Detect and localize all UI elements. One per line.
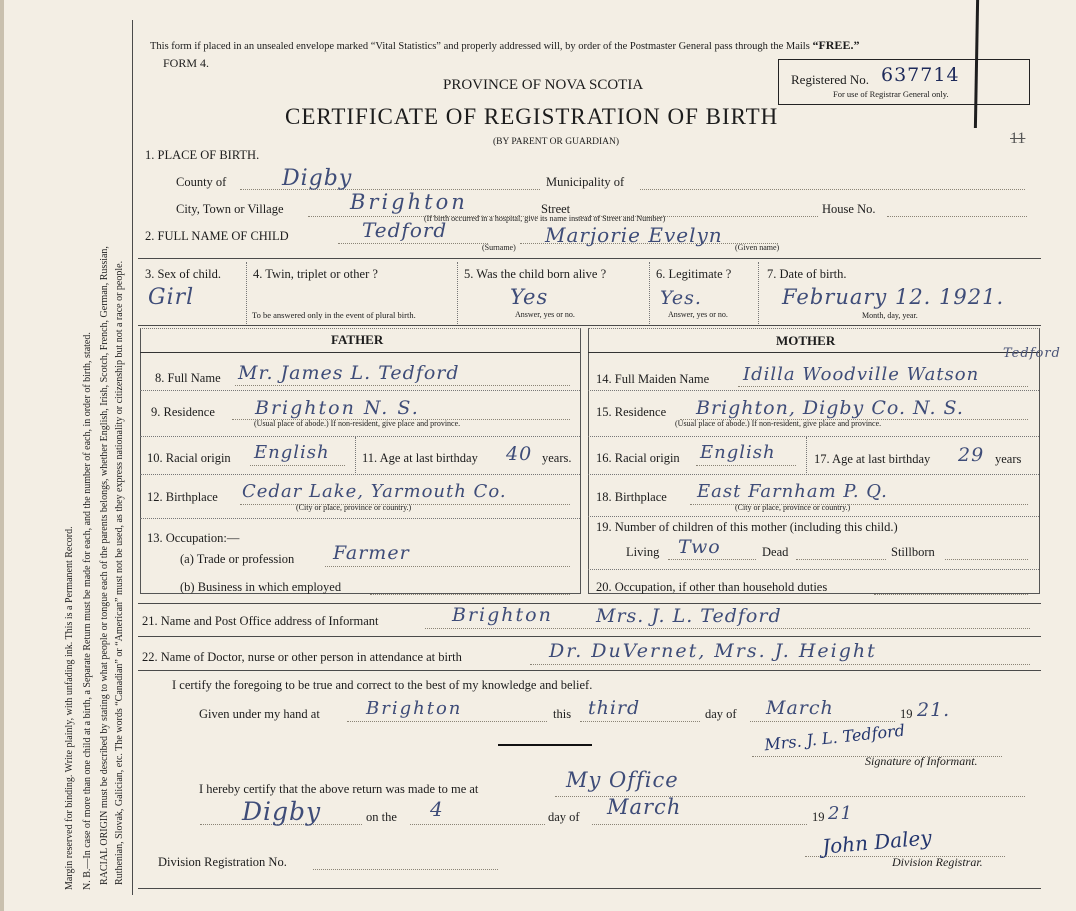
city-value: Brighton (350, 190, 468, 214)
divider-6-7 (758, 262, 759, 324)
informant-signature: Mrs. J. L. Tedford (763, 720, 906, 755)
registrar-place: My Office (566, 768, 679, 792)
registrar-signature: John Daley (821, 825, 933, 859)
doctor-label: 22. Name of Doctor, nurse or other person in attendance at birth (142, 650, 462, 664)
father-age-label: 11. Age at last birthday (362, 451, 478, 465)
child-surname: Tedford (362, 218, 448, 242)
twin-label: 4. Twin, triplet or other ? (253, 267, 378, 281)
rule-below-informant (138, 636, 1041, 637)
registered-note: For use of Registrar General only. (833, 89, 949, 99)
street-label: Street (541, 202, 571, 216)
father-racial: English (254, 442, 330, 463)
mother-res-label: 15. Residence (596, 405, 667, 419)
father-business-line (370, 593, 570, 595)
father-trade: Farmer (333, 542, 410, 564)
legit-note: Answer, yes or no. (668, 310, 728, 319)
certify-year-prefix: 19 (900, 707, 913, 721)
father-heading: FATHER (331, 332, 384, 347)
registrar-month: March (607, 795, 682, 819)
father-res-note: (Usual place of abode.) If non-resident, give place and province. (254, 419, 461, 428)
father-rule-3 (140, 474, 580, 475)
mother-age: 29 (958, 444, 985, 466)
father-occupation-label: 13. Occupation:— (147, 531, 240, 545)
father-rule-4 (140, 518, 580, 519)
mother-heading: MOTHER (776, 333, 836, 348)
mother-dead-line (796, 558, 886, 560)
registrar-statement: I hereby certify that the above return was made to me at (199, 782, 479, 796)
mother-rule-4 (588, 516, 1039, 517)
father-racial-label: 10. Racial origin (147, 451, 231, 465)
margin-note-multiple-births: N. B.—In case of more than one child at a birth, a Separate Return must be made for each, and the number of each, in order of birth, stated. (82, 332, 93, 890)
registered-number: 637714 (881, 64, 960, 86)
margin-note-racial-origin: RACIAL ORIGIN must be described by stating to what people or tongue each of the parents belongs, whether English, Irish, Scotch, French, German, Russian, (99, 246, 110, 885)
certificate-subtitle: (BY PARENT OR GUARDIAN) (493, 137, 620, 147)
margin-rule (132, 20, 133, 895)
mother-heading-rule (588, 352, 1039, 353)
registrar-year: 21 (828, 803, 853, 824)
father-birthplace-label: 12. Birthplace (147, 490, 218, 504)
child-surname-note: (Surname) (482, 243, 516, 252)
margin-note-racial-origin-cont: Ruthenian, Slovak, Galician, etc. The words “Canadian” or “American” must not be used, as they express nationality or citizenship but not a race or people. (114, 260, 125, 885)
mother-occupation-label: 20. Occupation, if other than household duties (596, 580, 828, 594)
mother-name: Idilla Woodville Watson (743, 364, 980, 385)
mother-racial-label: 16. Racial origin (596, 451, 680, 465)
child-given-note: (Given name) (735, 243, 780, 252)
mother-name-extra: Tedford (1003, 346, 1061, 361)
father-name: Mr. James L. Tedford (238, 362, 460, 384)
mother-name-line (738, 385, 1028, 387)
informant-label: 21. Name and Post Office address of Informant (142, 614, 379, 628)
mother-name-label: 14. Full Maiden Name (596, 372, 710, 386)
father-racial-age-divider (355, 437, 356, 473)
mother-dead-label: Dead (762, 545, 789, 559)
mailing-notice-text: This form if placed in an unsealed envelope marked “Vital Statistics” and properly addressed will, by order of the Postmaster General pass through the Mails (150, 41, 810, 52)
mother-stillborn-line (945, 558, 1028, 560)
registered-box (778, 59, 1030, 105)
father-name-line (235, 384, 570, 386)
certify-day: third (588, 697, 641, 719)
divider-4-5 (457, 262, 458, 324)
father-business-label: (b) Business in which employed (180, 580, 342, 594)
mother-rule-2 (588, 436, 1039, 437)
center-divider (498, 744, 592, 746)
mother-living: Two (678, 536, 721, 558)
mother-rule-3 (588, 474, 1039, 475)
father-trade-label: (a) Trade or profession (180, 552, 295, 566)
mother-occupation-line (874, 593, 1028, 595)
corner-mark: 11 (1010, 130, 1026, 147)
registrar-dayof-label: day of (548, 810, 580, 824)
house-label: House No. (822, 202, 876, 216)
division-registration-label: Division Registration No. (158, 855, 287, 869)
father-residence: Brighton N. S. (255, 397, 420, 419)
certificate-title: CERTIFICATE OF REGISTRATION OF BIRTH (285, 104, 779, 129)
father-birthplace: Cedar Lake, Yarmouth Co. (242, 481, 507, 502)
mailing-notice-free: “FREE.” (812, 38, 860, 52)
informant-line (425, 627, 1030, 629)
mother-birthplace: East Farnham P. Q. (697, 481, 888, 502)
legit-label: 6. Legitimate ? (656, 267, 732, 281)
father-name-label: 8. Full Name (155, 371, 221, 385)
mother-birthplace-label: 18. Birthplace (596, 490, 667, 504)
date-label: 7. Date of birth. (767, 267, 847, 281)
mother-years: years (995, 452, 1022, 466)
registrar-day-line (410, 823, 545, 825)
father-birthplace-note: (City or place, province or country.) (296, 503, 412, 512)
margin-note-binding: Margin reserved for binding. Write plainly, with unfading ink. This is a Permanent Record. (64, 526, 75, 890)
informant-place: Brighton (452, 604, 553, 626)
mother-age-label: 17. Age at last birthday (814, 452, 931, 466)
child-name-label: 2. FULL NAME OF CHILD (145, 229, 289, 243)
father-trade-line (325, 565, 570, 567)
alive-note: Answer, yes or no. (515, 310, 575, 319)
divider-5-6 (649, 262, 650, 324)
mother-children-label: 19. Number of children of this mother (including this child.) (596, 520, 898, 534)
rule-below-row3 (138, 325, 1041, 326)
doctor-value: Dr. DuVernet, Mrs. J. Height (549, 640, 877, 662)
house-line (887, 215, 1027, 217)
given-place-line (347, 720, 547, 722)
divider-3-4 (246, 262, 247, 324)
mother-stillborn-label: Stillborn (891, 545, 935, 559)
legit-value: Yes. (660, 287, 702, 309)
registered-label: Registered No. (791, 72, 869, 87)
certify-year: 21. (917, 699, 951, 721)
mother-birthplace-note: (City or place, province or country.) (735, 503, 851, 512)
municipality-label: Municipality of (546, 175, 625, 189)
informant-signature-label: Signature of Informant. (865, 754, 978, 768)
municipality-line (640, 188, 1025, 190)
alive-value: Yes (510, 285, 549, 309)
mother-rule-5 (588, 569, 1039, 570)
mother-living-label: Living (626, 545, 660, 559)
father-years: years. (542, 451, 572, 465)
province-heading: PROVINCE OF NOVA SCOTIA (443, 77, 644, 93)
father-rule-1 (140, 390, 580, 391)
father-racial-line (250, 464, 345, 466)
mailing-notice (150, 38, 859, 53)
registrar-day: 4 (430, 797, 444, 821)
father-heading-rule (140, 352, 580, 353)
mother-res-note: (Usual place of abode.) If non-resident, give place and province. (675, 419, 882, 428)
registrar-year-prefix: 19 (812, 810, 825, 824)
registrar-town: Digby (242, 797, 322, 826)
registrar-on-label: on the (366, 810, 397, 824)
mother-residence: Brighton, Digby Co. N. S. (696, 397, 964, 419)
city-label: City, Town or Village (176, 202, 284, 216)
mother-living-line (668, 558, 756, 560)
registrar-signature-label: Division Registrar. (892, 855, 983, 869)
certify-statement: I certify the foregoing to be true and correct to the best of my knowledge and belief. (172, 678, 593, 692)
alive-label: 5. Was the child born alive ? (464, 267, 607, 281)
mother-racial-age-divider (806, 437, 807, 473)
bottom-rule (138, 888, 1041, 889)
mother-racial: English (700, 442, 776, 463)
given-label: Given under my hand at (199, 707, 320, 721)
hospital-note: (If birth occurred in a hospital, give its name instead of Street and Number) (424, 214, 666, 223)
certify-day-line (580, 720, 700, 722)
county-value: Digby (282, 166, 353, 191)
certify-month-line (750, 720, 895, 722)
rule-above-informant (138, 603, 1041, 604)
sex-value: Girl (148, 285, 195, 310)
mother-rule-1 (588, 390, 1039, 391)
rule-below-doctor (138, 670, 1041, 671)
father-res-label: 9. Residence (151, 405, 215, 419)
father-age: 40 (506, 443, 533, 465)
certify-dayof-label: day of (705, 707, 737, 721)
child-given-name: Marjorie Evelyn (545, 223, 723, 247)
doctor-line (530, 663, 1030, 665)
twin-note: To be answered only in the event of plural birth. (252, 310, 416, 320)
place-of-birth-heading: 1. PLACE OF BIRTH. (145, 148, 260, 162)
child-surname-line (338, 242, 488, 244)
form-number: FORM 4. (163, 56, 210, 70)
sex-label: 3. Sex of child. (145, 267, 222, 281)
certify-this-label: this (553, 707, 572, 721)
informant-name: Mrs. J. L. Tedford (596, 605, 782, 627)
date-note: Month, day, year. (862, 311, 918, 320)
county-label: County of (176, 175, 227, 189)
date-value: February 12. 1921. (782, 285, 1005, 309)
given-place: Brighton (366, 698, 463, 719)
rule-above-row3 (138, 258, 1041, 259)
certify-month: March (766, 697, 834, 719)
page-edge (0, 0, 4, 911)
division-registration-line (313, 868, 498, 870)
registrar-month-line (592, 823, 807, 825)
father-rule-2 (140, 436, 580, 437)
mother-racial-line (696, 464, 796, 466)
